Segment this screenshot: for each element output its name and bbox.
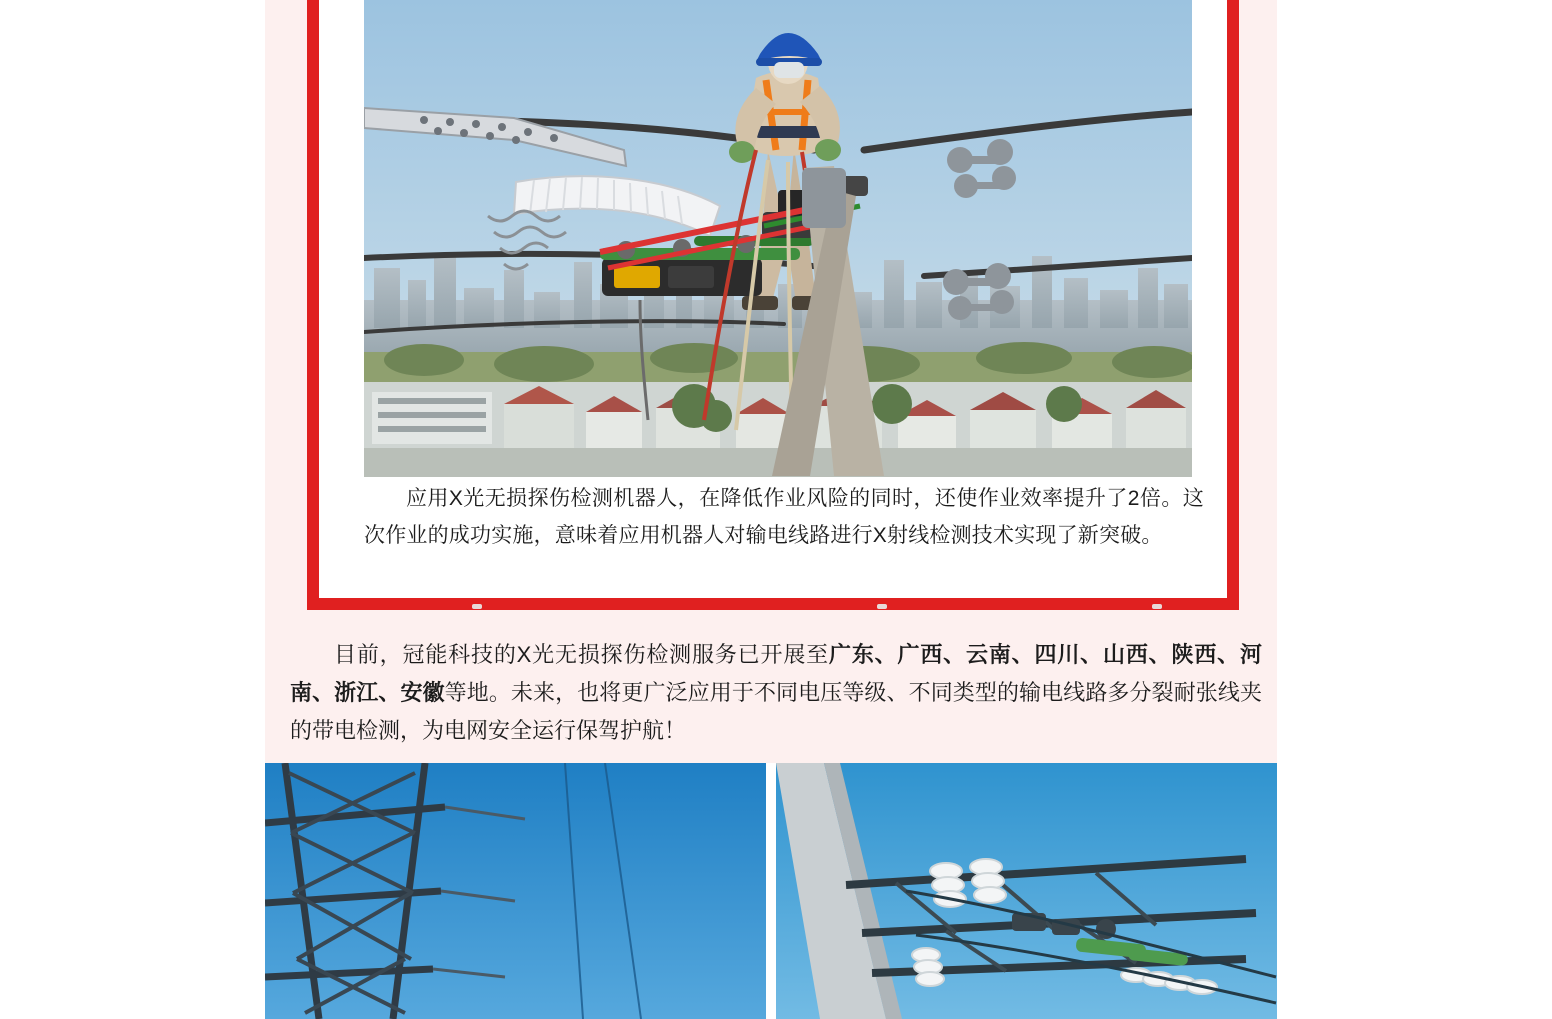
xray-inspection-robot-photo bbox=[364, 0, 1192, 477]
hero-photo-caption bbox=[364, 480, 1204, 554]
utility-pole-insulators-photo bbox=[776, 763, 1277, 1019]
hero-caption-text: 应用X光无损探伤检测机器人，在降低作业风险的同时，还使作业效率提升了2倍。这次作业的成功实施，意味着应用机器人对输电线路进行X射线检测技术实现了新突破。 bbox=[364, 487, 1204, 547]
body-paragraph bbox=[290, 636, 1262, 750]
body-paragraph-regions: 广东、广西、云南、四川、山西、陕西、河南、浙江、安徽 bbox=[290, 642, 1262, 705]
body-paragraph-lead: 目前，冠能科技的X光无损探伤检测服务已开展至 bbox=[334, 642, 829, 667]
photo-card-inner bbox=[319, 0, 1227, 598]
dash-mark bbox=[472, 604, 482, 609]
dash-mark bbox=[1152, 604, 1162, 609]
bottom-photo-row bbox=[265, 763, 1277, 1019]
photo-card bbox=[307, 0, 1239, 610]
body-paragraph-tail: 等地。未来，也将更广泛应用于不同电压等级、不同类型的输电线路多分裂耐张线夹的带电检测，为电网安全运行保驾护航！ bbox=[290, 680, 1262, 743]
transmission-tower-photo bbox=[265, 763, 766, 1019]
dash-mark bbox=[877, 604, 887, 609]
card-bottom-dashes bbox=[307, 604, 1239, 610]
